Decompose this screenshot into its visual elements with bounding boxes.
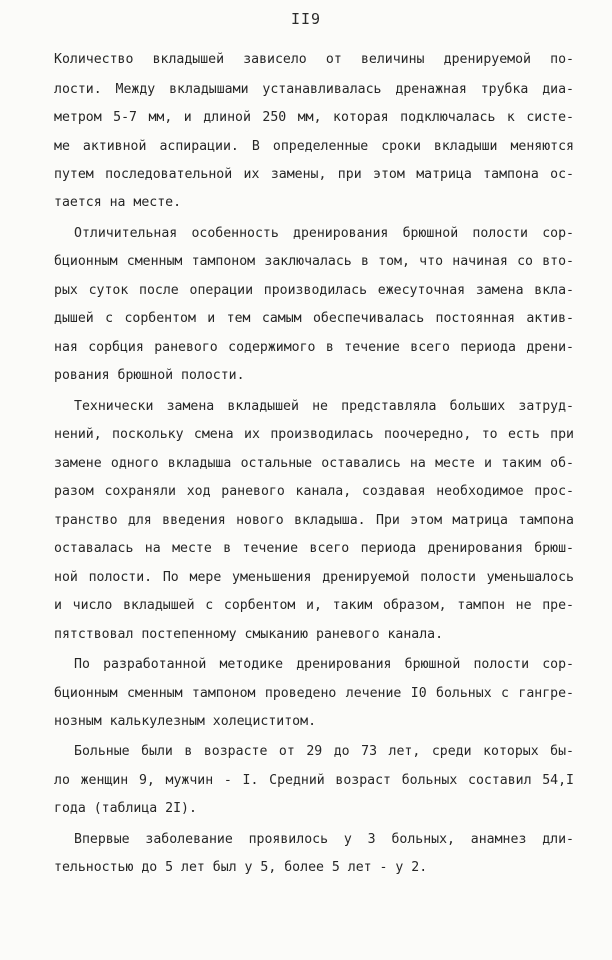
text-line: Отличительная особенность дренирования брюшной полости сор- [74,226,574,241]
text-line: Количество вкладышей зависело от величины дренируемой по- [54,52,574,67]
text-line: путем последовательной их замены, при этом матрица тампона ос- [54,167,574,182]
text-line: Больные были в возрасте от 29 до 73 лет, среди которых бы- [74,744,574,759]
text-line: лости. Между вкладышами устанавливалась дренажная трубка диа- [54,82,574,97]
text-line: и число вкладышей с сорбентом и, таким образом, тампон не пре- [54,598,574,613]
text-line: тается на месте. [54,195,182,210]
text-line: нений, поскольку смена их производилась поочередно, то есть при [54,427,574,442]
text-line: Впервые заболевание проявилось у 3 больных, анамнез дли- [74,832,574,847]
text-line: дышей с сорбентом и тем самым обеспечивалась постоянная актив- [54,311,574,326]
text-line: бционным сменным тампоном заключалась в том, что начиная со вто- [54,254,574,269]
text-line: метром 5-7 мм, и длиной 250 мм, которая подключалась к систе- [54,110,574,125]
text-line: замене одного вкладыша остальные оставались на месте и таким об- [54,456,574,471]
text-line: тельностью до 5 лет был у 5, более 5 лет - у 2. [54,860,428,875]
text-line: оставалась на месте в течение всего периода дренирования брюш- [54,541,574,556]
text-line: Технически замена вкладышей не представляла больших затруд- [74,399,574,414]
text-line: По разработанной методике дренирования брюшной полости сор- [74,657,574,672]
text-line: ной полости. По мере уменьшения дренируемой полости уменьшалось [54,570,574,585]
text-line: бционным сменным тампоном проведено лечение I0 больных с гангре- [54,686,574,701]
text-line: рования брюшной полости. [54,368,245,383]
text-line: ная сорбция раневого содержимого в течение всего периода дрени- [54,340,574,355]
text-line: пятствовал постепенному смыканию раневого канала. [54,627,444,642]
page-number: II9 [290,10,322,28]
text-line: ло женщин 9, мужчин - I. Средний возраст больных составил 54,I [54,773,574,788]
text-line: нозным калькулезным холециститом. [54,714,317,729]
text-line: года (таблица 2I). [54,801,197,816]
text-line: разом сохраняли ход раневого канала, создавая необходимое прос- [54,484,574,499]
text-line: транство для введения нового вкладыша. При этом матрица тампона [54,513,574,528]
text-line: рых суток после операции производилась ежесуточная замена вкла- [54,283,574,298]
text-line: ме активной аспирации. В определенные сроки вкладыши меняются [54,139,574,154]
